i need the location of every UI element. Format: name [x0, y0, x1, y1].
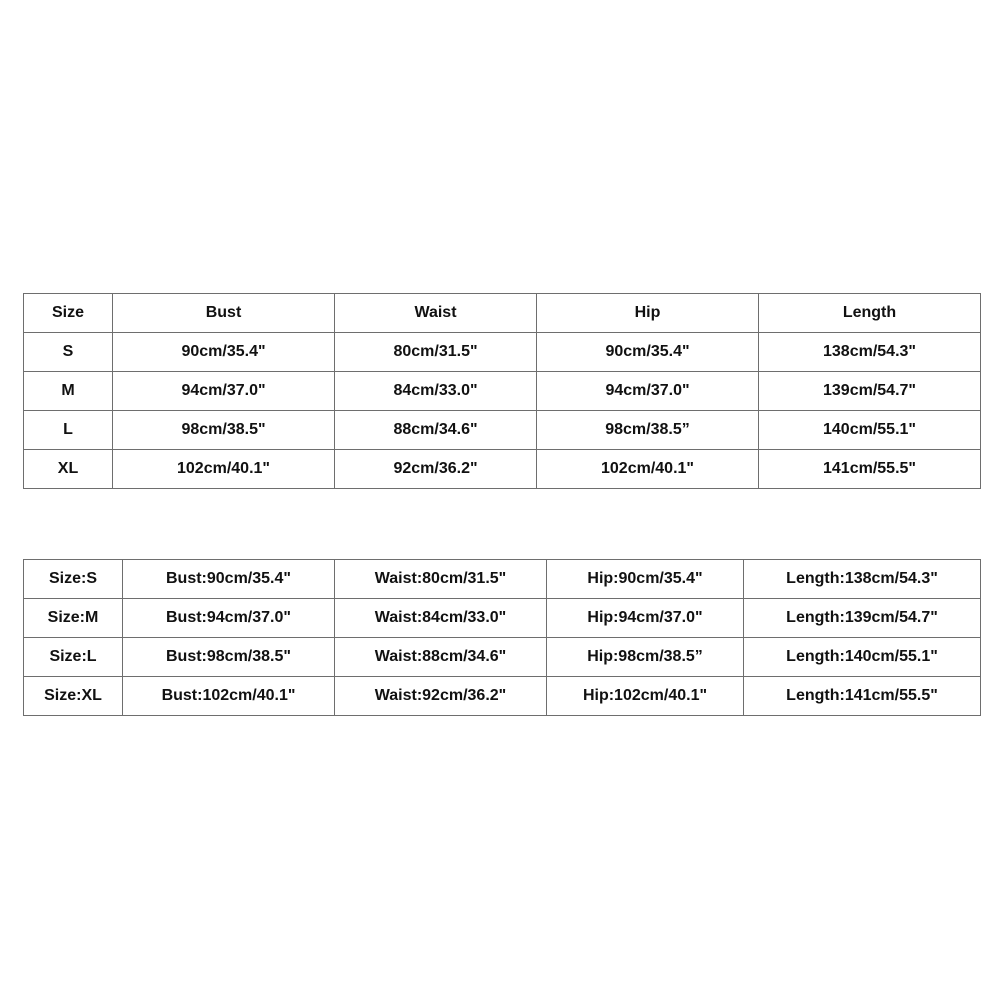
cell-waist: Waist:80cm/31.5"	[335, 560, 547, 599]
cell-waist: 84cm/33.0"	[335, 372, 537, 411]
cell-bust: 90cm/35.4"	[113, 333, 335, 372]
cell-waist: 88cm/34.6"	[335, 411, 537, 450]
table-row	[24, 372, 981, 411]
cell-size: Size:S	[24, 560, 123, 599]
table-row	[24, 450, 981, 489]
cell-size: Size:L	[24, 638, 123, 677]
cell-hip: Hip:102cm/40.1"	[547, 677, 744, 716]
cell-hip: 98cm/38.5”	[537, 411, 759, 450]
header-hip: Hip	[537, 294, 759, 333]
cell-bust: 94cm/37.0"	[113, 372, 335, 411]
cell-bust: 102cm/40.1"	[113, 450, 335, 489]
cell-length: 141cm/55.5"	[759, 450, 981, 489]
table-row	[24, 411, 981, 450]
size-chart-table	[23, 293, 981, 489]
header-length: Length	[759, 294, 981, 333]
cell-hip: 94cm/37.0"	[537, 372, 759, 411]
cell-length: Length:140cm/55.1"	[744, 638, 981, 677]
cell-waist: 80cm/31.5"	[335, 333, 537, 372]
cell-size: S	[24, 333, 113, 372]
table-row	[24, 333, 981, 372]
cell-size: M	[24, 372, 113, 411]
cell-waist: Waist:84cm/33.0"	[335, 599, 547, 638]
table-row	[24, 638, 981, 677]
cell-size: Size:XL	[24, 677, 123, 716]
cell-bust: Bust:94cm/37.0"	[123, 599, 335, 638]
cell-bust: Bust:90cm/35.4"	[123, 560, 335, 599]
table-row	[24, 677, 981, 716]
cell-hip: Hip:90cm/35.4"	[547, 560, 744, 599]
cell-hip: 102cm/40.1"	[537, 450, 759, 489]
cell-bust: Bust:102cm/40.1"	[123, 677, 335, 716]
cell-waist: 92cm/36.2"	[335, 450, 537, 489]
cell-length: 138cm/54.3"	[759, 333, 981, 372]
table-header-row	[24, 294, 981, 333]
cell-hip: Hip:94cm/37.0"	[547, 599, 744, 638]
table-row	[24, 560, 981, 599]
cell-length: 139cm/54.7"	[759, 372, 981, 411]
cell-length: Length:138cm/54.3"	[744, 560, 981, 599]
cell-length: 140cm/55.1"	[759, 411, 981, 450]
cell-waist: Waist:88cm/34.6"	[335, 638, 547, 677]
header-waist: Waist	[335, 294, 537, 333]
header-bust: Bust	[113, 294, 335, 333]
cell-hip: Hip:98cm/38.5”	[547, 638, 744, 677]
cell-waist: Waist:92cm/36.2"	[335, 677, 547, 716]
labeled-size-chart-table	[23, 559, 981, 716]
cell-size: Size:M	[24, 599, 123, 638]
cell-size: L	[24, 411, 113, 450]
cell-bust: Bust:98cm/38.5"	[123, 638, 335, 677]
header-size: Size	[24, 294, 113, 333]
table-row	[24, 599, 981, 638]
cell-length: Length:141cm/55.5"	[744, 677, 981, 716]
cell-length: Length:139cm/54.7"	[744, 599, 981, 638]
cell-hip: 90cm/35.4"	[537, 333, 759, 372]
cell-size: XL	[24, 450, 113, 489]
cell-bust: 98cm/38.5"	[113, 411, 335, 450]
